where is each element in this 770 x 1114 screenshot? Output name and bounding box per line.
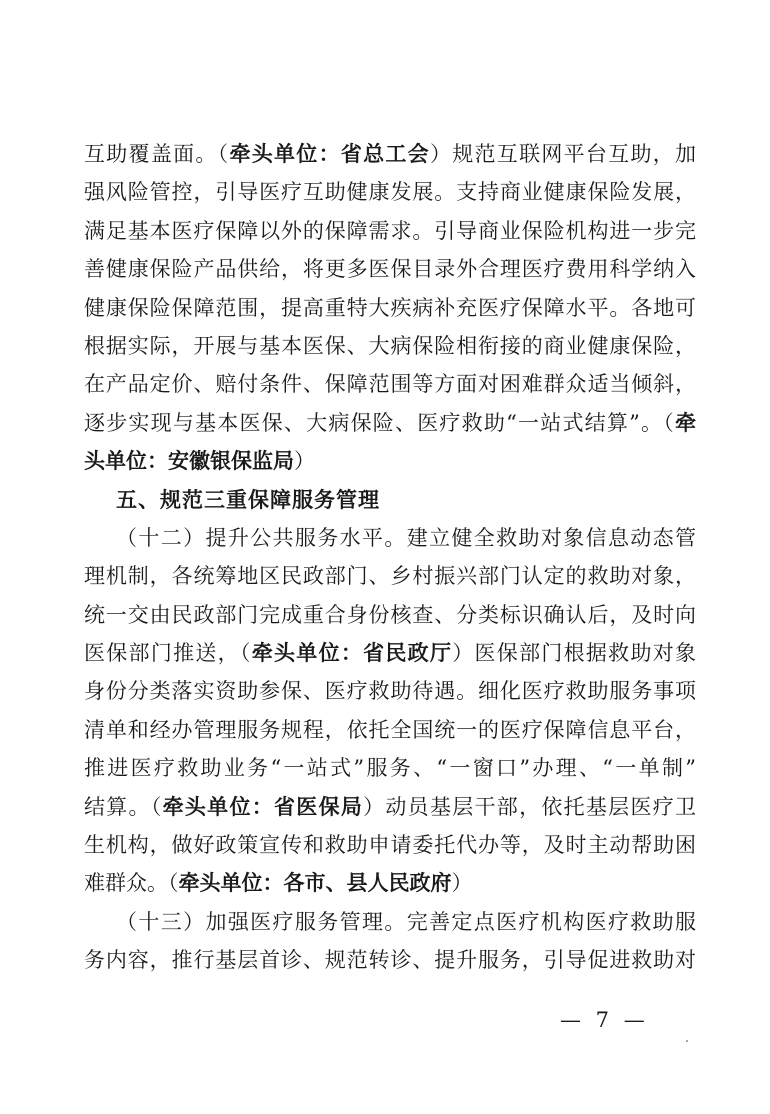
- text-line: [84, 289, 696, 327]
- body-text: 提升公共服务水平。: [205, 525, 407, 550]
- text-line: [84, 672, 696, 710]
- lead-unit-text: 牵头单位：省医保局: [162, 794, 364, 819]
- body-text: 强风险管控，引导医疗互助健康发展。支持商业健康保险发展，: [84, 180, 696, 205]
- body-text: 难群众。（: [84, 871, 179, 896]
- body-text: 结算。（: [84, 794, 163, 819]
- text-line: [84, 864, 696, 902]
- text-line: [84, 903, 696, 941]
- lead-unit-text: 头单位：安徽银保监局: [84, 449, 294, 474]
- section-heading: 五、规范三重保障服务管理: [116, 487, 380, 512]
- body-text: ）: [294, 449, 315, 474]
- body-text: （十三）: [116, 909, 206, 934]
- body-text: 逐步实现与基本医保、大病保险、医疗救助“一站式结算”。（: [84, 410, 675, 435]
- body-text: 推进医疗救助业务“一站式”服务、“一窗口”办理、“一单制”: [84, 756, 696, 781]
- body-text: ）: [451, 871, 473, 896]
- body-text: 理机制，各统筹地区民政部门、乡村振兴部门认定的救助对象，: [84, 564, 696, 589]
- text-line: [84, 135, 696, 173]
- text-line: [84, 365, 696, 403]
- text-line: [84, 788, 696, 826]
- lead-unit-text: 牵头单位：省总工会: [229, 142, 430, 166]
- paragraph-continued: [84, 135, 696, 481]
- body-text: 医保部门推送，（: [84, 641, 252, 666]
- body-text: 在产品定价、赔付条件、保障范围等方面对困难群众适当倾斜，: [84, 372, 696, 397]
- body-text: 加强医疗服务管理。: [205, 909, 407, 934]
- text-line: [84, 596, 696, 634]
- body-text: （十二）: [116, 525, 206, 550]
- text-line: [84, 826, 696, 864]
- text-line: [84, 941, 696, 979]
- body-text: 清单和经办管理服务规程，依托全国统一的医疗保障信息平台，: [84, 717, 696, 742]
- text-line: [84, 749, 696, 787]
- body-text: 完善定点医疗机构医疗救助服: [406, 909, 697, 934]
- text-line: [84, 711, 696, 749]
- body-text: 善健康保险产品供给，将更多医保目录外合理医疗费用科学纳入: [84, 257, 696, 282]
- body-text: 建立健全救助对象信息动态管: [406, 525, 697, 550]
- body-text: 健康保险保障范围，提高重特大疾病补充医疗保障水平。各地可: [84, 295, 696, 320]
- paragraph-block: [84, 519, 696, 980]
- body-text: 统一交由民政部门完成重合身份核查、分类标识确认后，及时向: [84, 602, 696, 627]
- text-line: [84, 557, 696, 595]
- body-text: 身份分类落实资助参保、医疗救助待遇。细化医疗救助服务事项: [84, 679, 696, 704]
- text-line: [84, 250, 696, 288]
- text-line: [84, 634, 696, 672]
- text-line: [84, 442, 696, 480]
- document-body: [84, 135, 696, 980]
- body-text: 互助覆盖面。（: [84, 142, 230, 166]
- text-line: [84, 327, 696, 365]
- lead-unit-text: 牵头单位：省民政厅: [251, 641, 453, 666]
- scan-speck: [686, 1040, 688, 1042]
- body-text: 满足基本医疗保障以外的保障需求。引导商业保险机构进一步完: [84, 218, 696, 243]
- lead-unit-text: 牵: [675, 410, 696, 435]
- body-text: 根据实际，开展与基本医保、大病保险相衔接的商业健康保险，: [84, 333, 696, 358]
- text-line: [84, 519, 696, 557]
- text-line: [84, 212, 696, 250]
- body-text: ）规范互联网平台互助，加: [429, 142, 697, 166]
- body-text: ）动员基层干部，依托基层医疗卫: [363, 794, 697, 819]
- body-text: 生机构，做好政策宣传和救助申请委托代办等，及时主动帮助困: [84, 833, 696, 858]
- text-line: [84, 404, 696, 442]
- body-text: ）医保部门根据救助对象: [452, 641, 697, 666]
- body-text: 务内容，推行基层首诊、规范转诊、提升服务，引导促进救助对: [84, 948, 696, 973]
- page-number: — 7 —: [560, 1008, 649, 1032]
- lead-unit-text: 牵头单位：各市、县人民政府: [178, 871, 452, 896]
- text-line: [84, 173, 696, 211]
